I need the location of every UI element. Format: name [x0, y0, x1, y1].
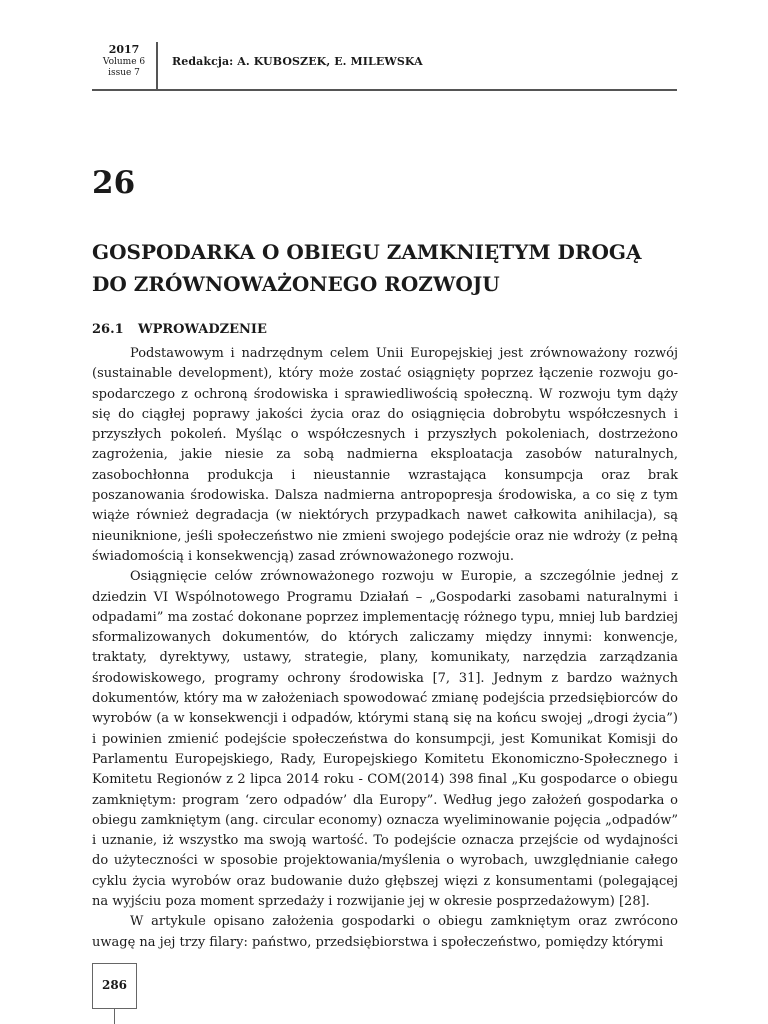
section-title: WPROWADZENIE — [138, 322, 267, 337]
section-heading — [92, 322, 267, 337]
header-divider — [156, 42, 158, 90]
paragraph: Osiągnięcie celów zrównoważonego rozwoju w Europie, a szczególnie jednej z dziedzin VI Wspólnotowego Programu Działań – „Gospodarki zasobami naturalnymi i odpadami” ma zostać dokonane poprzez implementację różnego typu, mniej lub bardziej sformalizowanych dokumentów, do których zaliczamy między innymi: konwencje, traktaty, dyrektywy, ustawy, strategie, plany, komunikaty, narzędzia zarządzania środowiskowego, programy ochrony środowiska [7, 31]. Jednym z bardzo ważnych dokumentów, który ma w założeniach spowodować zmianę podejścia przedsiębiorców do wyrobów (a w konsekwencji i odpadów, którymi staną się na końcu swojej „drogi życia”) i powinien zmienić podejście społeczeństwa do konsumpcji, jest Komunikat Komisji do Parlamentu Europejskiego, Rady, Europejskiego Komitetu Ekonomiczno-Społecznego i Komitetu Regionów z 2 lipca 2014 roku - COM(2014) 398 final „Ku gospodarce o obiegu zamkniętym: program ‘zero odpadów’ dla Europy”. Według jego założeń gospodarka o obiegu zamkniętym (ang. circular economy) oznacza wyeliminowanie pojęcia „odpadów” i uznanie, iż wszystko ma swoją wartość. To podejście oznacza przejście od wydajności do użyteczności w sposobie projektowania/myślenia o wyrobach, uwzględnianie całego cyklu życia wyrobów oraz budowanie dużo głębszej więzi z konsumentami (polegającej na wyjściu poza moment sprzedaży i rozwijanie jej w okresie posprzedażowym) [28]. — [92, 569, 678, 910]
chapter-title-line: GOSPODARKA O OBIEGU ZAMKNIĘTYM DROGĄ — [92, 240, 642, 264]
chapter-title — [92, 236, 682, 300]
body-text — [92, 344, 678, 953]
journal-issue: issue 7 — [108, 68, 140, 78]
header-rule — [92, 89, 677, 91]
editors-line: Redakcja: A. KUBOSZEK, E. MILEWSKA — [172, 55, 423, 68]
page-number: 286 — [101, 978, 128, 992]
paragraph: W artykule opisano założenia gospodarki o obiegu zamkniętym oraz zwrócono uwagę na jej trzy filary: państwo, przedsiębiorstwa i społeczeństwo, pomiędzy którymi — [92, 914, 678, 950]
section-number: 26.1 — [92, 322, 124, 337]
journal-volume: Volume 6 — [102, 57, 146, 67]
page-number-rule — [114, 1008, 115, 1024]
journal-year-block — [92, 44, 156, 79]
journal-year: 2017 — [108, 43, 140, 56]
chapter-title-line: DO ZRÓWNOWAŻONEGO ROZWOJU — [92, 272, 500, 296]
chapter-number: 26 — [92, 165, 136, 201]
paragraph: Podstawowym i nadrzędnym celem Unii Europejskiej jest zrównoważony rozwój (sustainable development), który może zostać osiągnięty poprzez łączenie rozwoju gospodarczego z ochroną środowiska i sprawiedliwością społeczną. W rozwoju tym dąży się do ciągłej poprawy jakości życia oraz do osiągnięcia dobrobytu współczesnych i przyszłych pokoleń. Myśląc o współczesnych i przyszłych pokoleniach, dostrzeżono zagrożenia, jakie niesie za sobą nadmierna eksploatacja zasobów naturalnych, zasobochłonna produkcja i nieustannie wzrastająca konsumpcja oraz brak poszanowania środowiska. Dalsza nadmierna antropopresja środowiska, a co się z tym wiąże również degradacja (w niektórych przypadkach nawet całkowita anihilacja), są nieuniknione, jeśli społeczeństwo nie zmieni swojego podejście oraz nie wdroży (z pełną świadomością i konsekwencją) zasad zrównoważonego rozwoju. — [92, 346, 678, 564]
